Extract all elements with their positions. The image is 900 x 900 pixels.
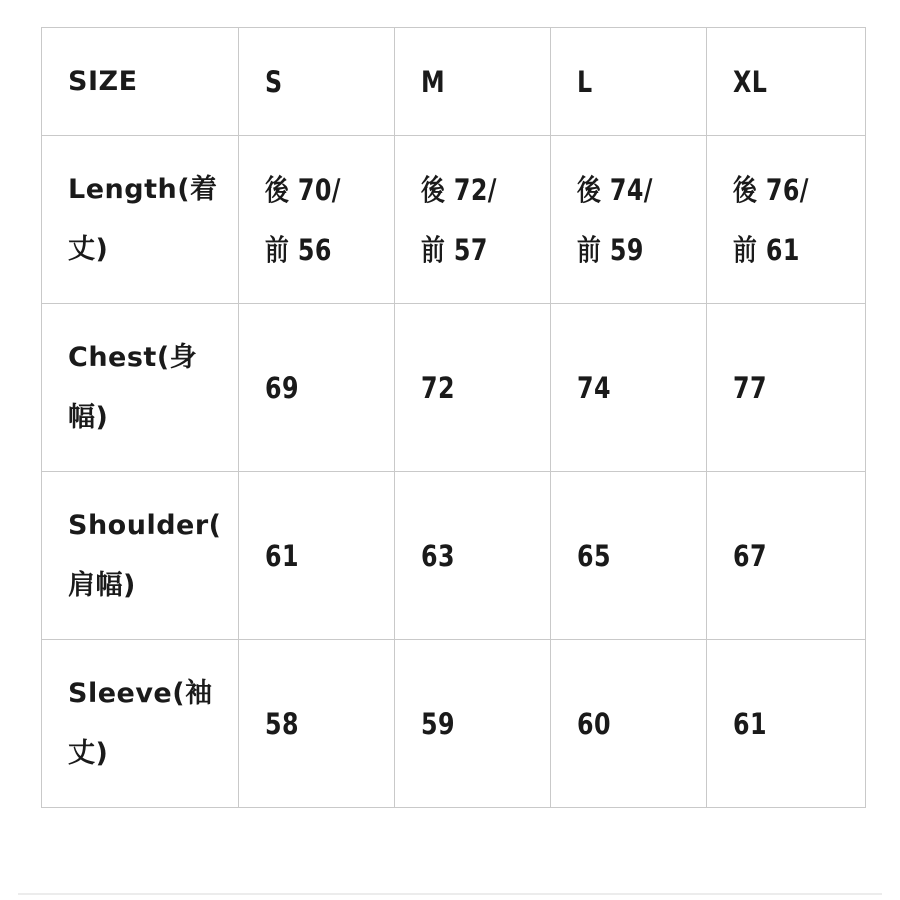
header-size-label: SIZE [68, 65, 138, 97]
cell-value: 67 [733, 538, 767, 573]
header-size-s: S [265, 64, 283, 99]
header-size-l: L [577, 64, 593, 99]
row-label-length [68, 160, 218, 280]
cell-value: 58 [265, 706, 299, 741]
header-size-label-cell [42, 28, 239, 136]
size-chart-table [41, 27, 866, 808]
cell-value: 61 [265, 538, 299, 573]
table-row-chest [42, 304, 866, 472]
row-label-shoulder [68, 496, 222, 616]
row-label-sleeve-cell [42, 640, 239, 808]
cell-value: 61 [733, 706, 767, 741]
cell-chest-m [395, 304, 551, 472]
cell-value: 65 [577, 538, 611, 573]
bottom-divider [18, 893, 882, 895]
row-label-line: 丈) [68, 233, 109, 265]
row-label-chest [68, 328, 197, 448]
cell-chest-s [239, 304, 395, 472]
cell-length-l [551, 136, 707, 304]
row-label-line: 丈) [68, 737, 109, 769]
table-row-shoulder [42, 472, 866, 640]
table-row-length [42, 136, 866, 304]
cell-value [577, 160, 653, 280]
cell-value: 63 [421, 538, 455, 573]
cell-value: 60 [577, 706, 611, 741]
header-size-m: M [421, 64, 446, 99]
cell-value: 72 [421, 370, 455, 405]
row-label-line: Shoulder( [68, 509, 222, 541]
cell-value [421, 160, 497, 280]
row-label-line: 幅) [68, 401, 109, 433]
cell-value-line: 前 57 [421, 232, 488, 267]
table-header-row [42, 28, 866, 136]
cell-value: 59 [421, 706, 455, 741]
header-size-xl-cell [707, 28, 866, 136]
row-label-shoulder-cell [42, 472, 239, 640]
cell-sleeve-s [239, 640, 395, 808]
cell-length-xl [707, 136, 866, 304]
cell-length-s [239, 136, 395, 304]
cell-value-line: 後 72/ [421, 172, 497, 207]
cell-chest-xl [707, 304, 866, 472]
cell-value: 74 [577, 370, 611, 405]
cell-sleeve-xl [707, 640, 866, 808]
header-size-s-cell [239, 28, 395, 136]
cell-value [265, 160, 341, 280]
cell-length-m [395, 136, 551, 304]
cell-value: 77 [733, 370, 767, 405]
row-label-line: Length(着 [68, 173, 218, 205]
cell-value-line: 前 56 [265, 232, 332, 267]
row-label-line: Sleeve(袖 [68, 677, 213, 709]
cell-shoulder-l [551, 472, 707, 640]
cell-value [733, 160, 809, 280]
cell-value-line: 後 70/ [265, 172, 341, 207]
row-label-length-cell [42, 136, 239, 304]
cell-sleeve-l [551, 640, 707, 808]
cell-value: 69 [265, 370, 299, 405]
table-row-sleeve [42, 640, 866, 808]
header-size-l-cell [551, 28, 707, 136]
header-size-m-cell [395, 28, 551, 136]
cell-shoulder-m [395, 472, 551, 640]
cell-chest-l [551, 304, 707, 472]
row-label-line: Chest(身 [68, 341, 198, 373]
cell-value-line: 後 74/ [577, 172, 653, 207]
row-label-chest-cell [42, 304, 239, 472]
cell-shoulder-xl [707, 472, 866, 640]
cell-value-line: 前 59 [577, 232, 644, 267]
row-label-sleeve [68, 664, 213, 784]
row-label-line: 肩幅) [68, 569, 136, 601]
cell-sleeve-m [395, 640, 551, 808]
cell-value-line: 後 76/ [733, 172, 809, 207]
header-size-xl: XL [733, 64, 768, 99]
cell-value-line: 前 61 [733, 232, 800, 267]
cell-shoulder-s [239, 472, 395, 640]
